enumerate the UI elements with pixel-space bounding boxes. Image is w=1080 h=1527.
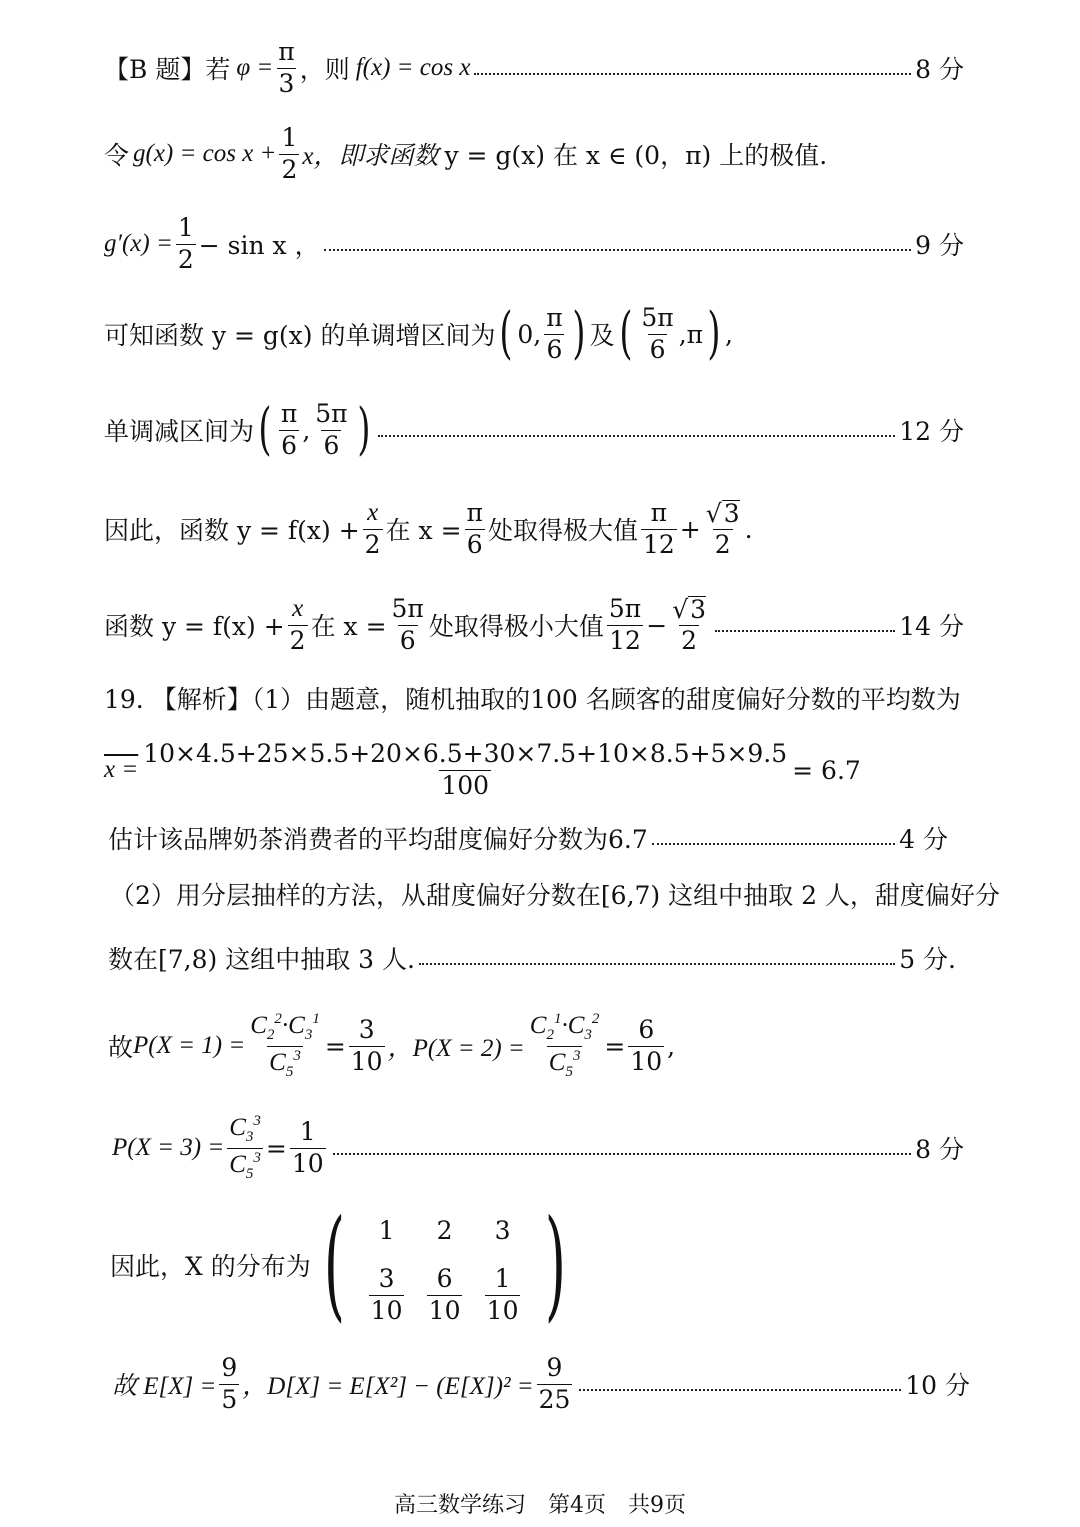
mean-fraction: $\frac{10\times 4.5+25\times 5.5+20\times 6.5+30\times 7.5+10\times 8.5+5\times 9.5}{100}$ xyxy=(143,739,788,800)
leader-dots xyxy=(419,963,895,965)
score-12: 12 分 xyxy=(899,417,964,446)
score-4: 4 分 xyxy=(899,825,948,854)
gu-text: 故 xyxy=(108,1033,134,1062)
line-part2a xyxy=(110,874,1000,914)
and-text: 及 xyxy=(589,321,615,350)
score-9: 9 分 xyxy=(915,231,964,260)
b-label: 【B 题】若 xyxy=(104,55,231,84)
dec-text: 单调减区间为 xyxy=(104,417,255,446)
part2a-text: （2）用分层抽样的方法，从甜度偏好分数在[6,7) 这组中抽取 2 人，甜度偏好分 xyxy=(110,881,1000,910)
score-5: 5 分. xyxy=(899,945,956,974)
q19-text: 19. 【解析】（1）由题意，随机抽取的100 名顾客的甜度偏好分数的平均数为 xyxy=(104,685,961,714)
px1: P(X = 1) = xyxy=(133,1032,246,1059)
estimate-text: 估计该品牌奶茶消费者的平均甜度偏好分数为6.7 xyxy=(108,825,648,854)
line-px3: P(X = 3) = $\frac{C_3^3}{C_5^3}$ = $\frac{1}{10}$ 8 分 xyxy=(112,1112,964,1182)
line-expectation: 故 E[X] = $\frac{9}{5}$ ，D[X] = E[X²] − (E[X])² = $\frac{9}{25}$ 10 分 xyxy=(112,1353,970,1414)
line-max: 因此，函数 y = f(x) + $\frac{x}{2}$ 在 x = $\frac{\pi}{6}$ 处取得极大值 $\frac{\pi}{12}$ + $\frac{√3}{2}$ . xyxy=(104,498,753,559)
line-min: 函数 y = f(x) + $\frac{x}{2}$ 在 x = $\frac{5\pi}{6}$ 处取得极小大值 $\frac{5\pi}{12}$ − $\frac{√3}{2}$ 14 分 xyxy=(104,594,964,655)
score-10: 10 分 xyxy=(905,1371,970,1400)
f-cos: f(x) = cos x xyxy=(355,54,471,81)
line-q19 xyxy=(104,676,974,720)
g-def: g(x) = cos x + xyxy=(133,140,277,167)
line-px12: 故 P(X = 1) = $\frac{C_2^2\cdot C_3^1}{C_5^3}$ = $\frac{3}{10}$ ，P(X = 2) = $\frac{C_2^1\cdot C_3^2}{C_5^3}$ = $\frac{6}{10}$ , xyxy=(108,1010,676,1080)
distribution-matrix: 1 2 3 $\frac{3}{10}$ $\frac{6}{10}$ $\frac{1}{10}$ xyxy=(370,1215,519,1325)
line-g-def xyxy=(104,122,964,186)
min-val: 处取得极小大值 xyxy=(428,612,604,641)
leader-dots xyxy=(715,630,895,632)
mean-result: = 6.7 xyxy=(792,755,861,785)
line-distribution: 因此，X 的分布为 ( 1 2 3 $\frac{3}{10}$ $\frac{6}{10}$ $\frac{1}{10}$ ) xyxy=(110,1195,566,1334)
dist-text: 因此，X 的分布为 xyxy=(110,1252,311,1281)
px2: ，P(X = 2) = xyxy=(387,1035,525,1062)
score-14: 14 分 xyxy=(899,612,964,641)
var-text: ，D[X] = E[X²] − (E[X])² = xyxy=(242,1373,534,1400)
g-def-tail: x，即求函数 xyxy=(302,143,439,170)
gprime: g′(x) = xyxy=(104,230,173,257)
inc-text: 可知函数 y = g(x) 的单调增区间为 xyxy=(104,321,496,350)
paren-open: ( xyxy=(499,301,513,366)
fraction-pi-3: $\frac{\pi}{3}$ xyxy=(278,37,295,98)
gprime-tail: − sin x ， xyxy=(198,231,320,260)
part2b-text: 数在[7,8) 这组中抽取 3 人. xyxy=(108,945,415,974)
ling-text: 令 xyxy=(104,141,130,170)
fraction-pi-6: $\frac{\pi}{6}$ xyxy=(546,303,563,364)
line-estimate xyxy=(108,818,948,858)
line-b-problem xyxy=(104,38,964,98)
g-interval: y = g(x) 在 x ∈ (0，π) 上的极值. xyxy=(444,141,828,170)
line-part2b xyxy=(108,938,956,978)
line-gprime xyxy=(104,212,964,276)
max-val: 处取得极大值 xyxy=(487,516,638,545)
line-mean xyxy=(104,734,964,806)
fraction-5pi-6b: $\frac{5\pi}{6}$ xyxy=(315,399,348,460)
line-increasing: 可知函数 y = g(x) 的单调增区间为 ( 0, $\frac{\pi}{6}$ ) 及 ( $\frac{5\pi}{6}$ ,π ) , xyxy=(104,301,733,366)
leader-dots xyxy=(474,73,911,75)
leader-dots xyxy=(333,1153,912,1155)
then-text: ，则 xyxy=(299,55,350,84)
px3: P(X = 3) = xyxy=(112,1134,225,1161)
at-x: 在 x = xyxy=(385,516,462,545)
leader-dots xyxy=(378,435,895,437)
fraction-pi-6b: $\frac{\pi}{6}$ xyxy=(280,399,298,460)
xbar: x = xyxy=(104,756,139,783)
leader-dots xyxy=(324,249,912,251)
phi-eq: φ = xyxy=(236,54,274,81)
page-footer: 高三数学练习 第4页 共9页 xyxy=(394,1493,686,1518)
leader-dots xyxy=(579,1389,901,1391)
fraction-5pi-6: $\frac{5\pi}{6}$ xyxy=(641,303,674,364)
paren-close: ) xyxy=(571,301,586,366)
exp-text: 故 E[X] = xyxy=(112,1373,217,1400)
min-text: 函数 y = f(x) + xyxy=(104,612,285,641)
fraction-1-2b: $\frac{1}{2}$ xyxy=(177,213,194,274)
fraction-1-2: $\frac{1}{2}$ xyxy=(281,123,298,184)
score-8b: 8 分 xyxy=(915,1135,964,1164)
max-text: 因此，函数 y = f(x) + xyxy=(104,516,360,545)
score-8: 8 分 xyxy=(915,55,964,84)
leader-dots xyxy=(652,843,895,845)
line-decreasing: 单调减区间为 ( $\frac{\pi}{6}$ , $\frac{5\pi}{6}$ ) 12 分 xyxy=(104,397,964,462)
